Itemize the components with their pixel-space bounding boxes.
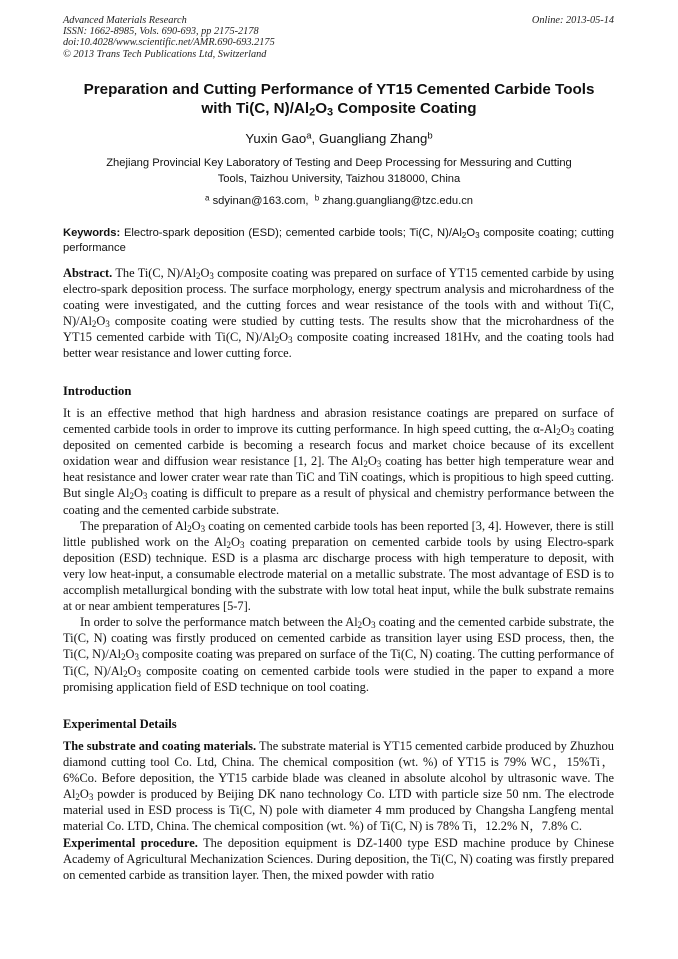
introduction-body xyxy=(63,405,614,695)
intro-paragraph-2: The preparation of $Al_2O_3$ coating on cemented carbide tools has been reported [3, 4]. However, there is still little published work on the $Al_2O_3$ coating preparation on cemented carbide tools by using Electro-spark deposition (ESD) technique. ESD is a plasma arc discharge process with high temperature to deposit, with very low heat-input, a consumable electrode material on a metallic substrate. The most advantage of ESD is to accomplish metallurgical bonding with the substrate with low total heat input, while the bulk substrate remains at or near ambient temperatures [5-7]. xyxy=(63,518,614,614)
author-1: Yuxin Gao xyxy=(245,131,307,146)
paper-title xyxy=(40,80,638,118)
intro-paragraph-3: In order to solve the performance match between the $Al_2O_3$ coating and the cemented carbide substrate, the Ti(C, N) coating was firstly produced on cemented carbide as transition layer using ESD process, then, the Ti(C, $N)/Al_2O_3$ composite coating was prepared on surface of the Ti(C, N) coating. The cutting performance of Ti(C, $N)/Al_2O_3$ composite coating on cemented carbide tools were studied in the paper to expand a more promising application field of ESD technique on tool coating. xyxy=(63,615,614,694)
copyright-line: © 2013 Trans Tech Publications Ltd, Switzerland xyxy=(63,48,267,60)
experimental-body xyxy=(63,738,614,883)
materials-paragraph: The substrate and coating materials. The substrate material is YT15 cemented carbide produced by Zhuzhou diamond cutting tool Co. Ltd, China. The chemical composition (wt. %) of YT15 is 79% WC，15%Ti，6%Co. Before deposition, the YT15 carbide blade was cleaned in absolute alcohol by ultrasonic wave. The $Al_2O_3$ powder is produced by Beijing DK nano technology Co. LTD with particle size 50 nm. The electrode material used in ESD process is Ti(C, N) pole with diameter 4 mm produced by Changsha Langfeng mental material Co. LTD, China. The chemical composition (wt. %) of Ti(C, N) is 78% Ti，12.2% N，7.8% C. xyxy=(63,739,614,834)
author-list: Yuxin Gao$^a$, Guangliang Zhang$^b$ xyxy=(245,130,433,146)
author-emails: $^a$ sdyinan@163.com, $^b$ zhang.guangliang@tzc.edu.cn xyxy=(204,193,474,207)
keywords: Keywords: Electro-spark deposition (ESD); cemented carbide tools; Ti(C, $N)/Al_2O_3$ composite coating; cutting performance xyxy=(63,227,614,254)
introduction-heading: Introduction xyxy=(63,384,132,398)
journal-name: Advanced Materials Research xyxy=(63,15,187,26)
title-line-2: with Ti(C, $N)/Al_2O_3$ Composite Coating xyxy=(201,100,477,119)
procedure-paragraph: Experimental procedure. The deposition equipment is DZ-1400 type ESD machine produce by Chinese Academy of Agricultural Mechanization Sciences. During deposition, the Ti(C, N) coating was firstly prepared on cemented carbide as transition layer. Then, the mixed powder with ratio xyxy=(63,835,614,882)
email-a: sdyinan@163.com, xyxy=(212,195,309,207)
online-date: Online: 2013-05-14 xyxy=(531,15,614,26)
doi-line: doi:10.4028/www.scientific.net/AMR.690-693.2175 xyxy=(63,37,275,49)
affiliation: Zhejiang Provincial Key Laboratory of Testing and Deep Processing for Messuring and Cutting Tools, Taizhou University, Taizhou 318000, China xyxy=(106,157,572,185)
author-2: Guangliang Zhang xyxy=(318,131,428,146)
experimental-heading: Experimental Details xyxy=(63,717,177,731)
abstract: Abstract. The Ti(C, $N)/Al_2O_3$ composite coating was prepared on surface of YT15 cemented carbide by using electro-spark deposition process. The surface morphology, energy spectrum analysis and microhardness of the coating were investigated, and the cutting forces and wear resistance of the tools with and without Ti(C, $N)/Al_2O_3$ composite coating were studied by cutting tests. The results show that the microhardness of the YT15 cemented carbide with Ti(C, $N)/Al_2O_3$ composite coating increased 181Hv, and the coating tools had better wear resistance and lower cutting force. xyxy=(63,266,614,361)
issn-line: ISSN: 1662-8985, Vols. 690-693, pp 2175-2178 xyxy=(63,26,259,38)
journal-header xyxy=(63,15,275,60)
email-b: zhang.guangliang@tzc.edu.cn xyxy=(322,195,474,207)
intro-paragraph-1: It is an effective method that high hardness and abrasion resistance coatings are prepared on surface of cemented carbide tools in order to improve its cutting performance. In high speed cutting, the $\alpha-Al_2O_3$ coating deposited on cemented carbide is becoming a research focus and market choice because of its excellent oxidation wear and diffusion wear resistance [1, 2]. The $Al_2O_3$ coating has better high temperature wear and heat resistance and lower crater wear rate than TiC and TiN coatings, which is propitious to high speed cutting. But single $Al_2O_3$ coating is difficult to prepare as a result of physical and chemistry performance between the coating and the cemented carbide substrate. xyxy=(63,406,614,517)
title-line-1: Preparation and Cutting Performance of YT15 Cemented Carbide Tools xyxy=(83,81,595,98)
